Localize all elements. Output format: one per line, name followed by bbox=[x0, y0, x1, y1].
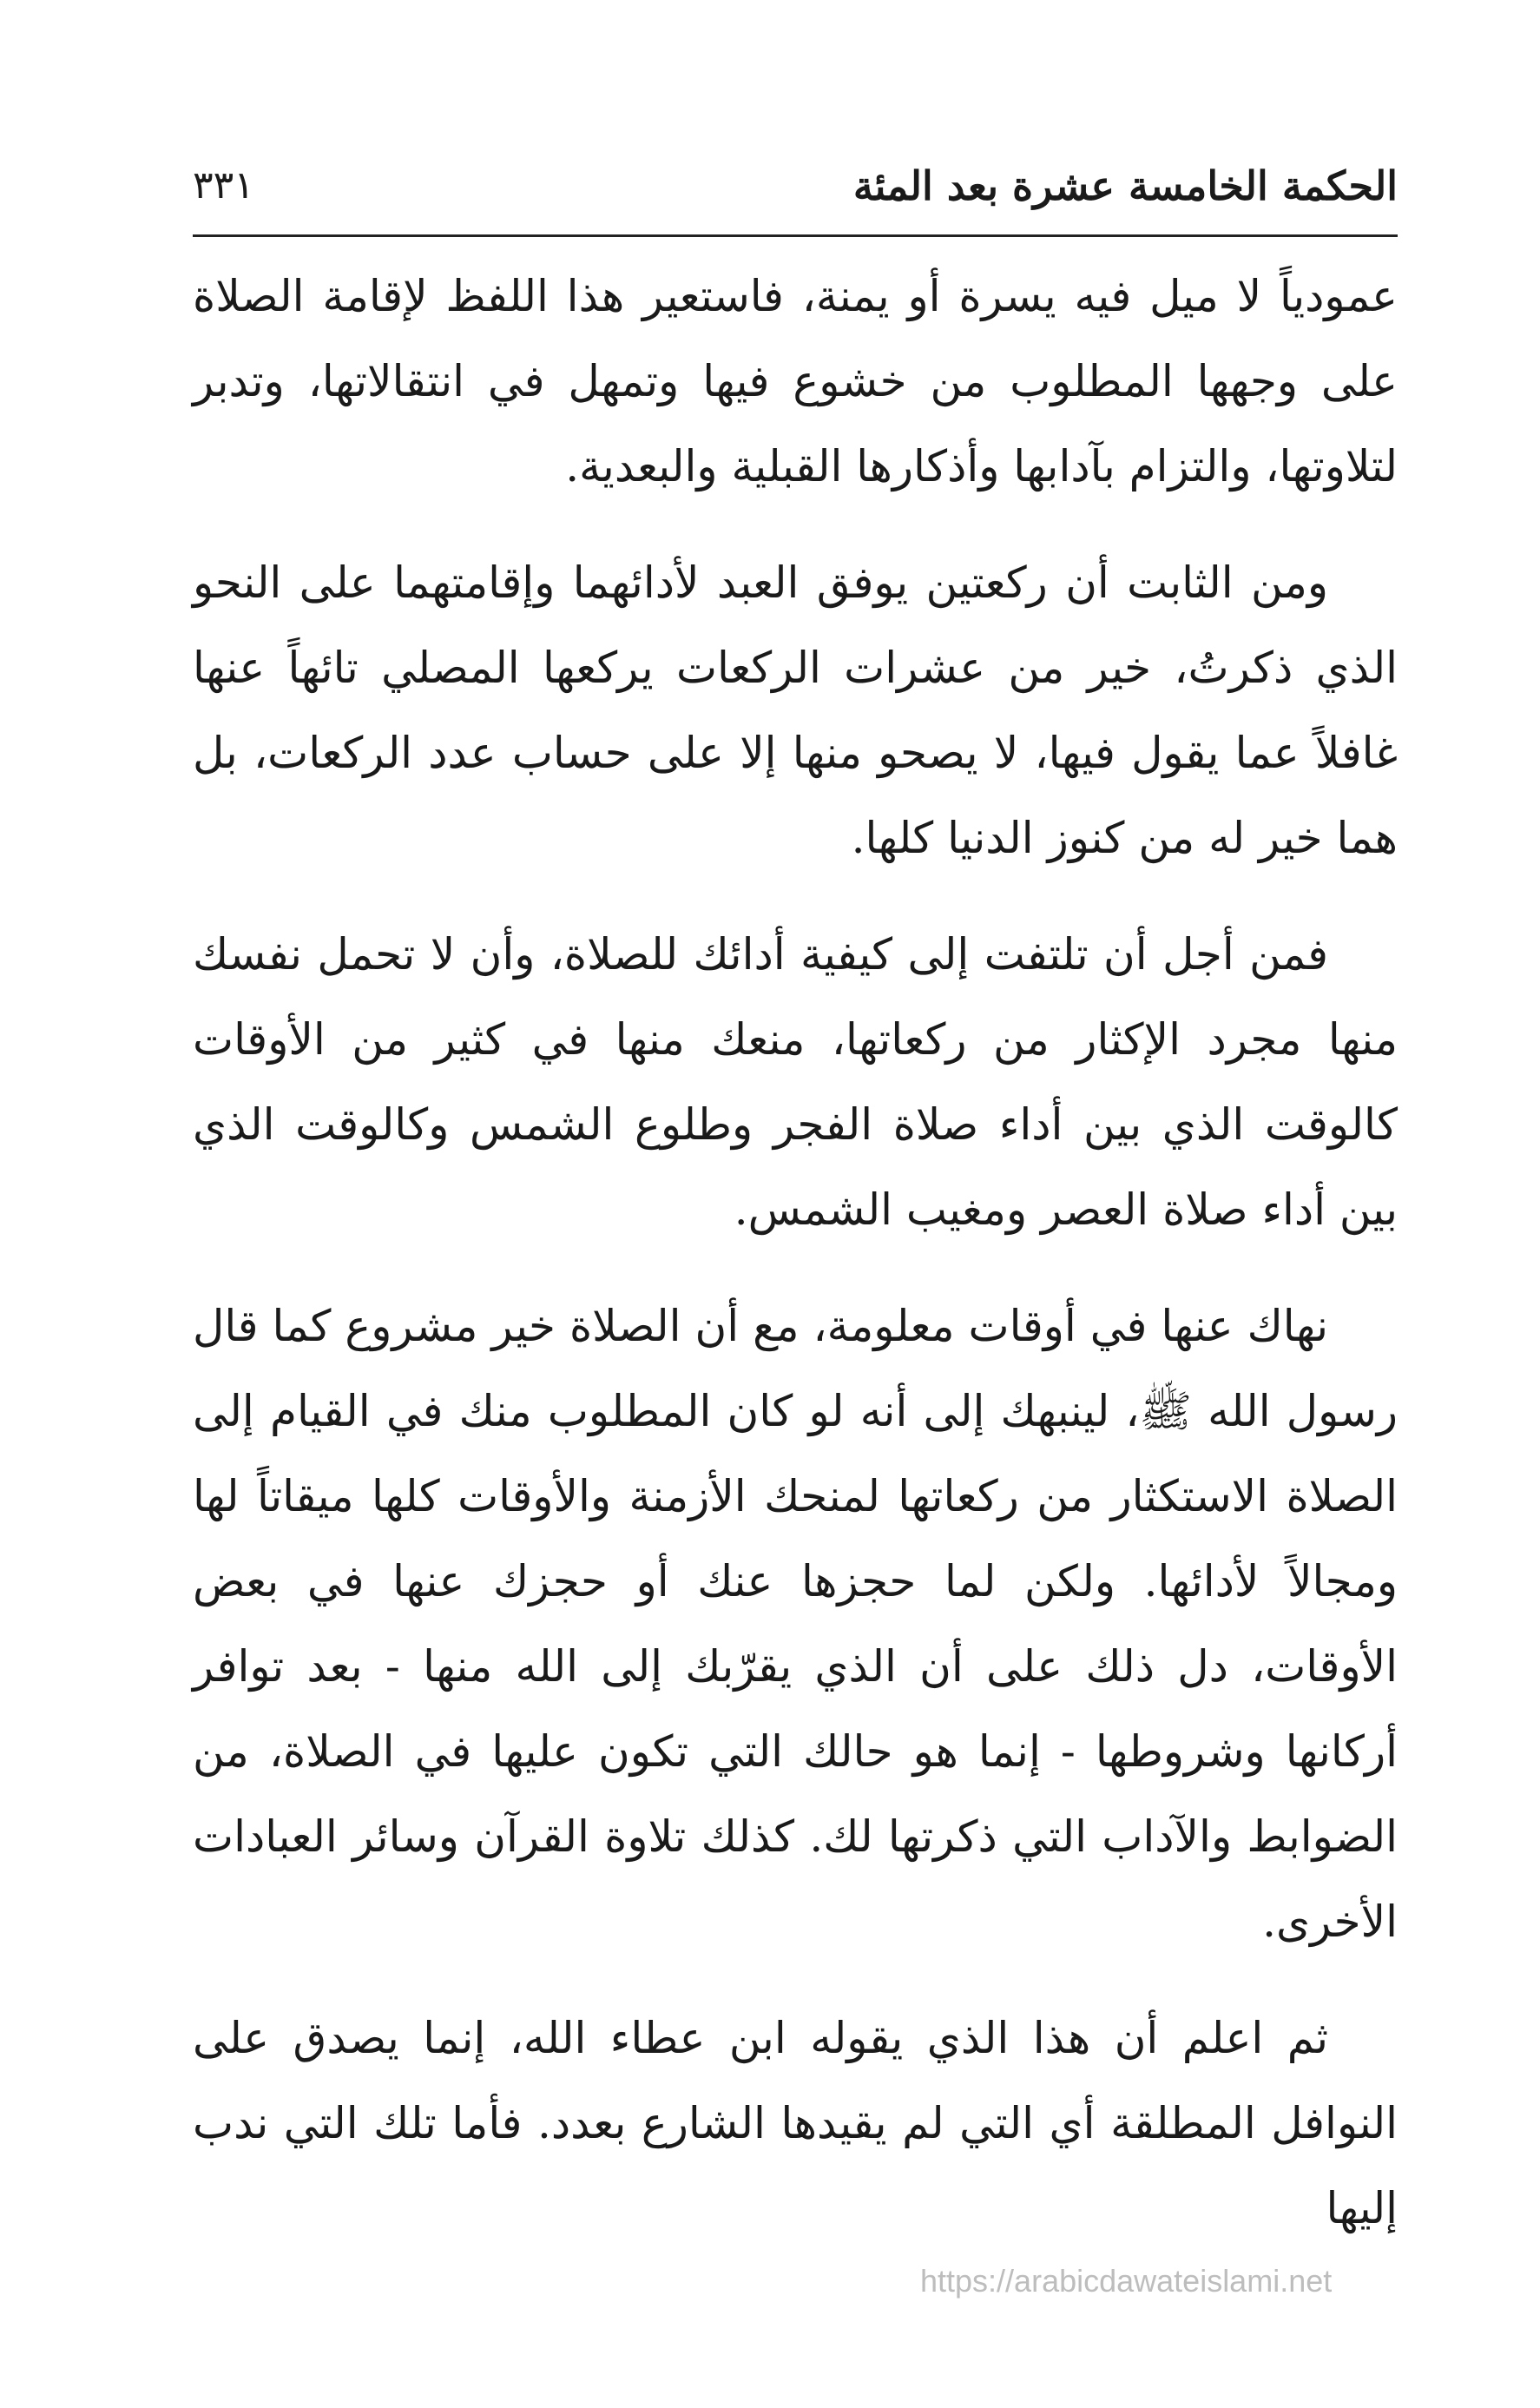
chapter-title: الحكمة الخامسة عشرة بعد المئة bbox=[852, 162, 1398, 209]
body-text bbox=[193, 254, 1398, 2282]
paragraph-1: عمودياً لا ميل فيه يسرة أو يمنة، فاستعير هذا اللفظ لإقامة الصلاة على وجهها المطلوب من خشوع فيها وتمهل في انتقالاتها، وتدبر لتلاوتها، والتزام بآدابها وأذكارها القبلية والبعدية. bbox=[193, 271, 1398, 491]
watermark-url: https://arabicdawateislami.net bbox=[920, 2263, 1333, 2299]
paragraph-4: نهاك عنها في أوقات معلومة، مع أن الصلاة خير مشروع كما قال رسول الله ﷺ، لينبهك إلى أنه لو كان المطلوب منك في القيام إلى الصلاة الاستكثار من ركعاتها لمنحك الأزمنة والأوقات كلها ميقاتاً لها ومجالاً لأدائها. ولكن لما حجزها عنك أو حجزك عنها في بعض الأوقات، دل ذلك على أن الذي يقرّبك إلى الله منها - بعد توافر أركانها وشروطها - إنما هو حالك التي تكون عليها في الصلاة، من الضوابط والآداب التي ذكرتها لك. كذلك تلاوة القرآن وسائر العبادات الأخرى. bbox=[193, 1301, 1398, 1947]
paragraph-3: فمن أجل أن تلتفت إلى كيفية أدائك للصلاة، وأن لا تحمل نفسك منها مجرد الإكثار من ركعاتها، منعك منها في كثير من الأوقات كالوقت الذي بين أداء صلاة الفجر وطلوع الشمس وكالوقت الذي بين أداء صلاة العصر ومغيب الشمس. bbox=[193, 929, 1398, 1235]
running-header bbox=[193, 153, 1398, 226]
paragraph-5: ثم اعلم أن هذا الذي يقوله ابن عطاء الله، إنما يصدق على النوافل المطلقة أي التي لم يقيدها الشارع بعدد. فأما تلك التي ندب إليها bbox=[193, 2013, 1398, 2233]
header-divider bbox=[193, 234, 1398, 237]
page-number: ٣٣١ bbox=[193, 163, 254, 208]
paragraph-2: ومن الثابت أن ركعتين يوفق العبد لأدائهما وإقامتهما على النحو الذي ذكرتُ، خير من عشرات الركعات يركعها المصلي تائهاً عنها غافلاً عما يقول فيها، لا يصحو منها إلا على حساب عدد الركعات، بل هما خير له من كنوز الدنيا كلها. bbox=[193, 557, 1398, 863]
